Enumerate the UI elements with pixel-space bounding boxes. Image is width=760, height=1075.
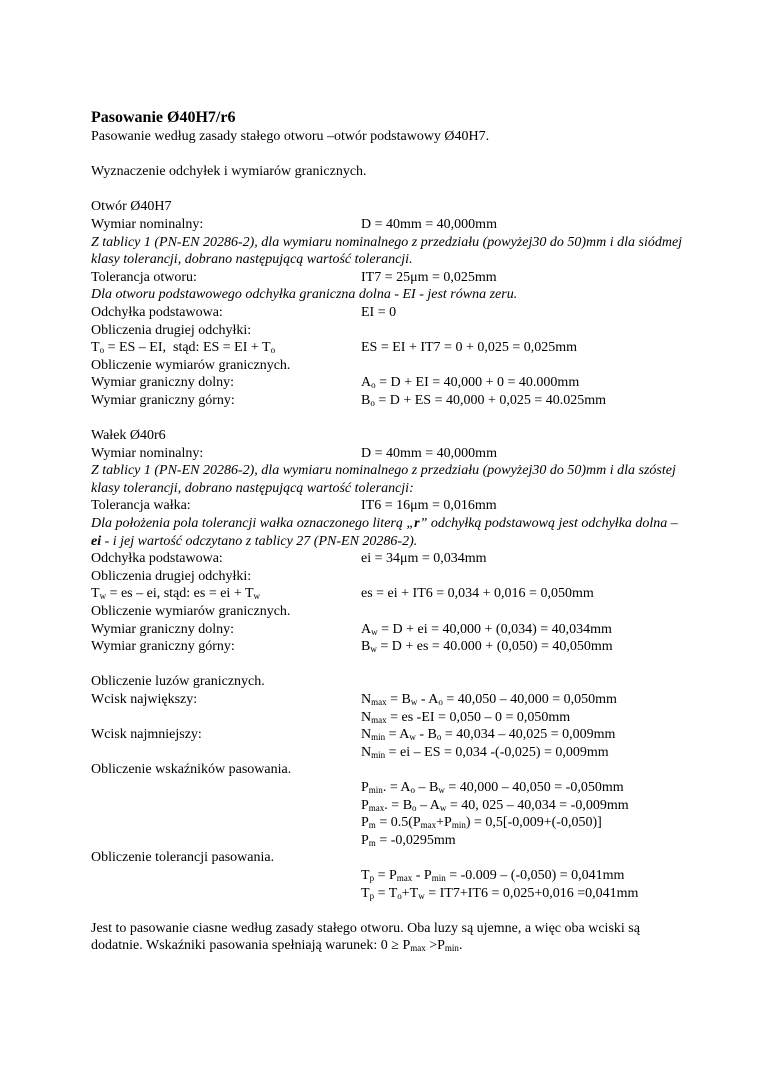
nmax-row-2 bbox=[91, 709, 691, 727]
hole-formula-row bbox=[91, 339, 691, 357]
hole-lower-label: Wymiar graniczny dolny: bbox=[91, 375, 235, 391]
interference-min-row bbox=[91, 726, 691, 744]
interference-min-label: Wcisk najmniejszy: bbox=[91, 727, 202, 743]
indicators-heading: Obliczenie wskaźników pasowania. bbox=[91, 762, 292, 778]
hole-lower-row bbox=[91, 374, 691, 392]
pmin-formula: $P_{min}$. = $A_o - B_w = 40,000 - 40,050 = -0,050mm$ bbox=[361, 779, 624, 795]
shaft-upper-label: Wymiar graniczny górny: bbox=[91, 639, 235, 655]
pmin-row bbox=[91, 779, 691, 797]
shaft-position-note: Dla położenia pola tolerancji wałka oznaczonego literą „r” odchyłką podstawową jest odchyłka dolna – ei - i jej wartość odczytano z tablicy 27 (PN-EN 20286-2). bbox=[91, 516, 678, 549]
nmax-formula-1: $N_{max} = B_w - A_o = 40,050 - 40,000 = 0,050mm$ bbox=[361, 692, 617, 707]
tp-row-1 bbox=[91, 867, 691, 885]
hole-upper-value: $B_o = D$ + ES = 40,000 + 0,025 = 40.025mm bbox=[361, 392, 607, 408]
shaft-tol-value: IT6 = 16μm = 0,016mm bbox=[361, 498, 497, 514]
interference-max-row bbox=[91, 691, 691, 709]
shaft-formula-row bbox=[91, 585, 691, 603]
hole-lower-value: $A_o = D$ + EI = 40,000 + 0 = 40.000mm bbox=[361, 375, 580, 391]
pm-formula: $P_m = 0.5(P_{max}+P_{min}) = 0,5[-0,009+(-0,050)]$ bbox=[361, 815, 602, 831]
shaft-table-note: Z tablicy 1 (PN-EN 20286-2), dla wymiaru nominalnego z przedziału (powyżej30 do 50)mm i dla szóstej klasy tolerancji, dobrano następującą wartość tolerancji: bbox=[91, 463, 676, 496]
tp-row-2 bbox=[91, 885, 691, 903]
shaft-lower-label: Wymiar graniczny dolny: bbox=[91, 621, 235, 637]
shaft-nominal-value: D = 40mm = 40,000mm bbox=[361, 445, 497, 461]
hole-second-label: Obliczenia drugiej odchyłki: bbox=[91, 322, 252, 338]
tp-formula-1: $T_p = P_{max} - P_{min} = -0.009 - (-0,050) = 0,041mm$ bbox=[361, 867, 625, 883]
shaft-upper-value: $B_w = D$ + es = 40.000 + (0,050) = 40,050mm bbox=[361, 639, 613, 655]
hole-formula-value: ES = EI + IT7 = 0 + 0,025 = 0,025mm bbox=[361, 340, 578, 356]
hole-base-value: EI = 0 bbox=[361, 304, 397, 320]
shaft-formula-value: es = ei + IT6 = 0,034 + 0,016 = 0,050mm bbox=[361, 586, 594, 602]
nmax-formula-2: $N_{max}$ = es -EI = 0,050 – 0 = 0,050mm bbox=[361, 709, 571, 725]
fit-tol-heading: Obliczenie tolerancji pasowania. bbox=[91, 850, 275, 866]
shaft-nominal-row bbox=[91, 445, 691, 463]
nmin-formula-2: $N_{min}$ = ei – ES = 0,034 -(-0,025) = 0,009mm bbox=[361, 744, 609, 760]
hole-nominal-value: D = 40mm = 40,000mm bbox=[361, 216, 497, 232]
hole-base-row bbox=[91, 304, 691, 322]
hole-nominal-label: Wymiar nominalny: bbox=[91, 216, 204, 232]
pmax-row bbox=[91, 797, 691, 815]
pm-result-row bbox=[91, 832, 691, 850]
hole-tol-row bbox=[91, 269, 691, 287]
page-title: Pasowanie Ø40H7/r6 bbox=[91, 109, 236, 126]
document-page bbox=[91, 108, 691, 955]
shaft-upper-row bbox=[91, 638, 691, 656]
hole-upper-label: Wymiar graniczny górny: bbox=[91, 392, 235, 408]
nmin-formula-1: $N_{min} = A_w - B_o = 40,034 - 40,025 = 0,009mm$ bbox=[361, 727, 616, 743]
hole-table-note: Z tablicy 1 (PN-EN 20286-2), dla wymiaru nominalnego z przedziału (powyżej30 do 50)mm i dla siódmej klasy tolerancji, dobrano następującą wartość tolerancji. bbox=[91, 234, 683, 268]
shaft-lower-value: $A_w = D$ + ei = 40,000 + (0,034) = 40,034mm bbox=[361, 621, 612, 637]
hole-formula-left: $T_o$ = ES – EI, stąd: ES = EI + $T_o$ bbox=[91, 340, 276, 356]
hole-nominal-row bbox=[91, 216, 691, 234]
hole-heading: Otwór Ø40H7 bbox=[91, 199, 172, 215]
pm-result: $P_m = -0,0295mm$ bbox=[361, 832, 456, 848]
shaft-nominal-label: Wymiar nominalny: bbox=[91, 445, 204, 461]
shaft-limits-label: Obliczenie wymiarów granicznych. bbox=[91, 604, 291, 620]
intro: Wyznaczenie odchyłek i wymiarów granicznych. bbox=[91, 164, 367, 180]
hole-tol-value: IT7 = 25μm = 0,025mm bbox=[361, 269, 497, 285]
hole-limits-label: Obliczenie wymiarów granicznych. bbox=[91, 357, 291, 373]
tp-formula-2: $T_p = T_o+T_w = IT7+IT6 = 0,025+0,016 =0,041mm$ bbox=[361, 885, 639, 901]
shaft-second-label: Obliczenia drugiej odchyłki: bbox=[91, 568, 252, 584]
clearance-heading: Obliczenie luzów granicznych. bbox=[91, 674, 265, 690]
pmax-formula: $P_{max}$. = $B_o - A_w = 40$, 025 – 40,034 = -0,009mm bbox=[361, 797, 629, 813]
shaft-lower-row bbox=[91, 621, 691, 639]
hole-base-note: Dla otworu podstawowego odchyłka graniczna dolna - EI - jest równa zeru. bbox=[91, 287, 518, 303]
subtitle: Pasowanie według zasady stałego otworu –otwór podstawowy Ø40H7. bbox=[91, 129, 490, 144]
hole-upper-row bbox=[91, 392, 691, 410]
nmin-row-2 bbox=[91, 744, 691, 762]
shaft-base-label: Odchyłka podstawowa: bbox=[91, 551, 223, 567]
shaft-formula-left: $T_w$ = es – ei, stąd: es = ei + $T_w$ bbox=[91, 586, 261, 602]
hole-tol-label: Tolerancja otworu: bbox=[91, 269, 197, 285]
conclusion: Jest to pasowanie ciasne według zasady stałego otworu. Oba luzy są ujemne, a więc oba wciski są dodatnie. Wskaźniki pasowania spełniają warunek: $0 \ge P_{max} >P_{min}$. bbox=[91, 920, 640, 954]
shaft-tol-label: Tolerancja wałka: bbox=[91, 498, 191, 514]
shaft-base-value: ei = 34μm = 0,034mm bbox=[361, 551, 487, 567]
shaft-tol-row bbox=[91, 497, 691, 515]
shaft-heading: Wałek Ø40r6 bbox=[91, 428, 166, 444]
shaft-base-row bbox=[91, 550, 691, 568]
interference-max-label: Wcisk największy: bbox=[91, 692, 198, 707]
pm-row bbox=[91, 814, 691, 832]
hole-base-label: Odchyłka podstawowa: bbox=[91, 304, 223, 320]
